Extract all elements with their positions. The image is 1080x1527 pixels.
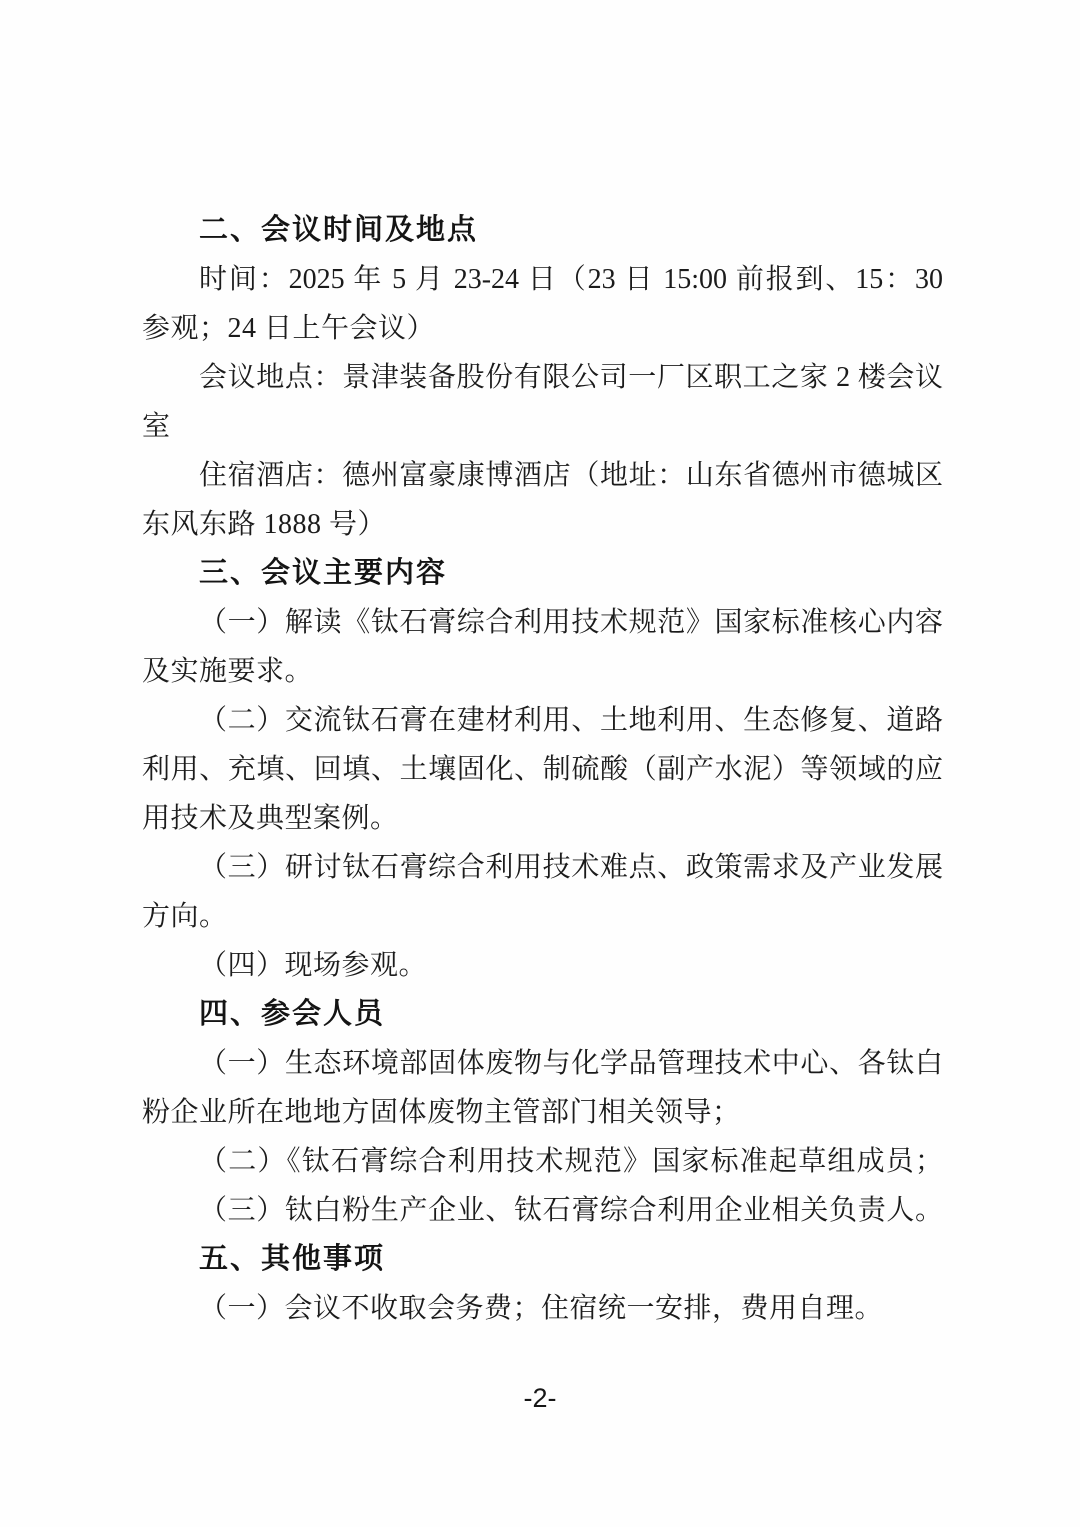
section-heading-meeting-time-place: 二、会议时间及地点	[199, 214, 479, 246]
paragraph-content-item2-line-2: 利用、充填、回填、土壤固化、制硫酸（副产水泥）等领域的应	[142, 754, 943, 785]
section-heading-other-matters: 五、其他事项	[199, 1243, 386, 1275]
paragraph-hotel-line-1: 住宿酒店：德州富豪康博酒店（地址：山东省德州市德城区	[199, 460, 943, 491]
paragraph-venue-line-2: 室	[142, 411, 171, 442]
paragraph-content-item3-line-1: （三）研讨钛石膏综合利用技术难点、政策需求及产业发展	[199, 852, 943, 883]
section-heading-main-content: 三、会议主要内容	[199, 557, 448, 589]
paragraph-participants-item1-line-1: （一）生态环境部固体废物与化学品管理技术中心、各钛白	[199, 1048, 943, 1079]
paragraph-participants-item1-line-2: 粉企业所在地地方固体废物主管部门相关领导；	[142, 1097, 741, 1128]
paragraph-participants-item3: （三）钛白粉生产企业、钛石膏综合利用企业相关负责人。	[199, 1195, 943, 1226]
paragraph-content-item1-line-2: 及实施要求。	[142, 656, 314, 687]
paragraph-content-item2-line-1: （二）交流钛石膏在建材利用、土地利用、生态修复、道路	[199, 705, 943, 736]
paragraph-other-item1: （一）会议不收取会务费；住宿统一安排，费用自理。	[199, 1293, 884, 1324]
paragraph-content-item1-line-1: （一）解读《钛石膏综合利用技术规范》国家标准核心内容	[199, 607, 943, 638]
paragraph-content-item3-line-2: 方向。	[142, 901, 228, 932]
page-number: -2-	[523, 1383, 557, 1413]
document-body	[142, 206, 943, 1333]
paragraph-time-line-2: 参观；24 日上午会议）	[142, 313, 436, 344]
paragraph-participants-item2: （二）《钛石膏综合利用技术规范》国家标准起草组成员；	[199, 1146, 943, 1177]
paragraph-content-item2-line-3: 用技术及典型案例。	[142, 803, 399, 834]
paragraph-venue-line-1: 会议地点：景津装备股份有限公司一厂区职工之家 2 楼会议	[199, 362, 943, 393]
section-heading-participants: 四、参会人员	[199, 998, 386, 1030]
paragraph-time-line-1: 时间：2025 年 5 月 23-24 日（23 日 15:00 前报到、15：30	[199, 264, 943, 295]
paragraph-content-item4: （四）现场参观。	[199, 950, 428, 981]
paragraph-hotel-line-2: 东风东路 1888 号）	[142, 509, 387, 540]
